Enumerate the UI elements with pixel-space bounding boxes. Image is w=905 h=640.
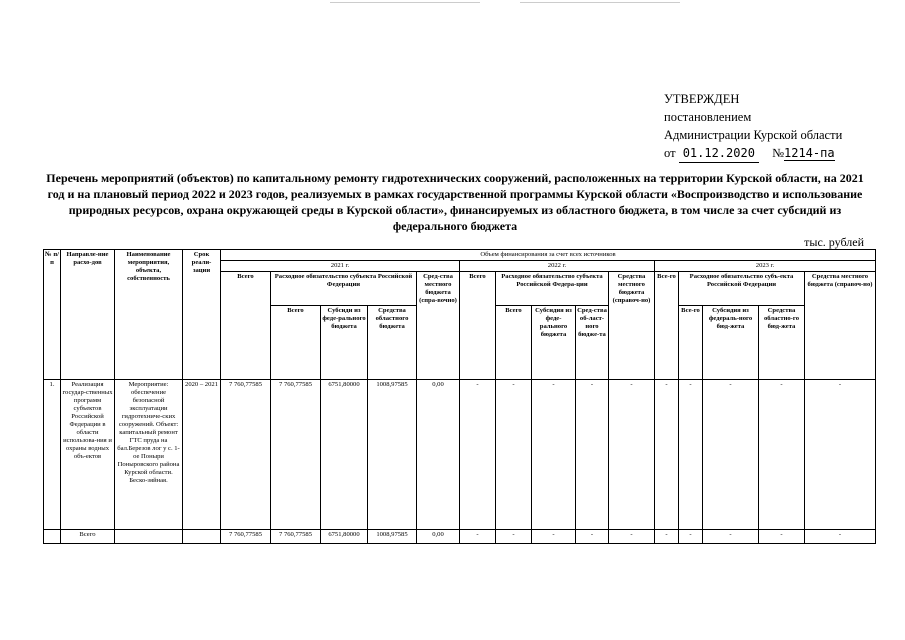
row1-regional-2022: - xyxy=(576,380,609,530)
total-term xyxy=(183,530,221,544)
header-federal-2022: Субсидия из феде-рального бюджета xyxy=(532,306,576,380)
row1-federal-2023: - xyxy=(703,380,759,530)
document-title: Перечень мероприятий (объектов) по капитальному ремонту гидротехнических сооружений, расположенных на территории Курской области, на 2021 год и на плановый период 2022 и 2023 годов, реализуемых в рамках государственной программы Курской области «Воспроизводство и использование природных ресурсов, охрана окружающей среды в Курской области», финансируемых из областного бюджета, в том числе за счет субсидий из федерального бюджета xyxy=(46,171,864,233)
funding-table xyxy=(43,249,876,544)
header-year-2021: 2021 г. xyxy=(221,261,460,272)
total-local-2021: 0,00 xyxy=(417,530,460,544)
header-federal-2023: Субсидия из федераль-ного бюд-жета xyxy=(703,306,759,380)
scan-artifact xyxy=(520,2,680,3)
total-label: Всего xyxy=(61,530,115,544)
header-direction: Направле-ние расхо-дов xyxy=(61,250,115,380)
header-regional-2021: Средства областного бюджета xyxy=(368,306,417,380)
total-regional-2021: 1008,97585 xyxy=(368,530,417,544)
header-funding-volume: Объем финансирования за счет всех источников xyxy=(221,250,876,261)
header-obligation-2022: Расходное обязательство субъекта Российской Федера-ции xyxy=(496,272,609,306)
header-local-2021: Сред-ства местного бюджета (спра-вочно) xyxy=(417,272,460,380)
total-total-2021: 7 760,77585 xyxy=(221,530,271,544)
header-total-2021: Всего xyxy=(221,272,271,380)
header-obligation-2021: Расходное обязательство субъекта Российской Федерации xyxy=(271,272,417,306)
table-header-row xyxy=(44,250,876,261)
row1-sub-total-2023: - xyxy=(679,380,703,530)
total-federal-2021: 6751,80000 xyxy=(321,530,368,544)
approval-line-2: Администрации Курской области xyxy=(664,128,843,142)
row1-total-2023: - xyxy=(655,380,679,530)
total-local-2023: - xyxy=(805,530,876,544)
header-term: Срок реали-зации xyxy=(183,250,221,380)
total-total-2022: - xyxy=(460,530,496,544)
header-federal-2021: Субсиди из феде-рального бюджета xyxy=(321,306,368,380)
row1-regional-2023: - xyxy=(759,380,805,530)
total-federal-2023: - xyxy=(703,530,759,544)
approval-date: 01.12.2020 xyxy=(679,144,759,163)
header-sub-total-2021: Всего xyxy=(271,306,321,380)
units-label: тыс. рублей xyxy=(804,235,864,249)
row1-term: 2020 – 2021 xyxy=(183,380,221,530)
total-sub-total-2022: - xyxy=(496,530,532,544)
row1-local-2023: - xyxy=(805,380,876,530)
row1-federal-2021: 6751,80000 xyxy=(321,380,368,530)
table-row xyxy=(44,530,876,544)
number-label: № xyxy=(772,146,784,160)
total-name xyxy=(115,530,183,544)
header-local-2022: Средства местного бюджета (справоч-но) xyxy=(609,272,655,380)
approval-block xyxy=(664,90,842,163)
row1-federal-2022: - xyxy=(532,380,576,530)
scan-artifact xyxy=(330,2,480,3)
row1-sub-total-2022: - xyxy=(496,380,532,530)
from-label: от xyxy=(664,146,676,160)
header-total-2023: Все-го xyxy=(655,272,679,380)
header-regional-2023: Средства областно-го бюд-жета xyxy=(759,306,805,380)
header-year-2023: 2023 г. xyxy=(655,261,876,272)
row1-total-2022: - xyxy=(460,380,496,530)
row1-name: Мероприятие: обеспечение безопасной эксплуатации гидротехниче-ских сооружений. Объект: капитальный ремонт ГТС пруда на бал.Березов лог у с. 1-ое Поныри Поныровского района Курской области. Беско-зяйная. xyxy=(115,380,183,530)
total-local-2022: - xyxy=(609,530,655,544)
row1-regional-2021: 1008,97585 xyxy=(368,380,417,530)
header-sub-total-2022: Всего xyxy=(496,306,532,380)
header-no: № п/ п xyxy=(44,250,61,380)
header-obligation-2023: Расходное обязательство субъ-екта Российской Федерации xyxy=(679,272,805,306)
total-sub-total-2023: - xyxy=(679,530,703,544)
row1-total-2021: 7 760,77585 xyxy=(221,380,271,530)
total-regional-2023: - xyxy=(759,530,805,544)
header-regional-2022: Сред-ства об-ласт-ного бюдже-та xyxy=(576,306,609,380)
approval-date-line xyxy=(664,144,842,163)
row1-direction: Реализация государ-ственных программ субъектов Российской Федерации в области использова-ния и охраны водных объ-ектов xyxy=(61,380,115,530)
header-year-2022: 2022 г. xyxy=(460,261,655,272)
total-no xyxy=(44,530,61,544)
table-row xyxy=(44,380,876,530)
total-total-2023: - xyxy=(655,530,679,544)
header-name: Наименование мероприятия, объекта, собственность xyxy=(115,250,183,380)
row1-local-2022: - xyxy=(609,380,655,530)
total-obligation-total-2021: 7 760,77585 xyxy=(271,530,321,544)
approval-title: УТВЕРЖДЕН xyxy=(664,92,740,106)
approval-line-1: постановлением xyxy=(664,110,752,124)
header-sub-total-2023: Все-го xyxy=(679,306,703,380)
total-regional-2022: - xyxy=(576,530,609,544)
row1-obligation-total-2021: 7 760,77585 xyxy=(271,380,321,530)
row1-local-2021: 0,00 xyxy=(417,380,460,530)
header-total-2022: Всего xyxy=(460,272,496,380)
approval-number: 1214-па xyxy=(784,146,835,160)
row1-no: 1. xyxy=(44,380,61,530)
total-federal-2022: - xyxy=(532,530,576,544)
header-local-2023: Средства местного бюджета (справоч-но) xyxy=(805,272,876,380)
